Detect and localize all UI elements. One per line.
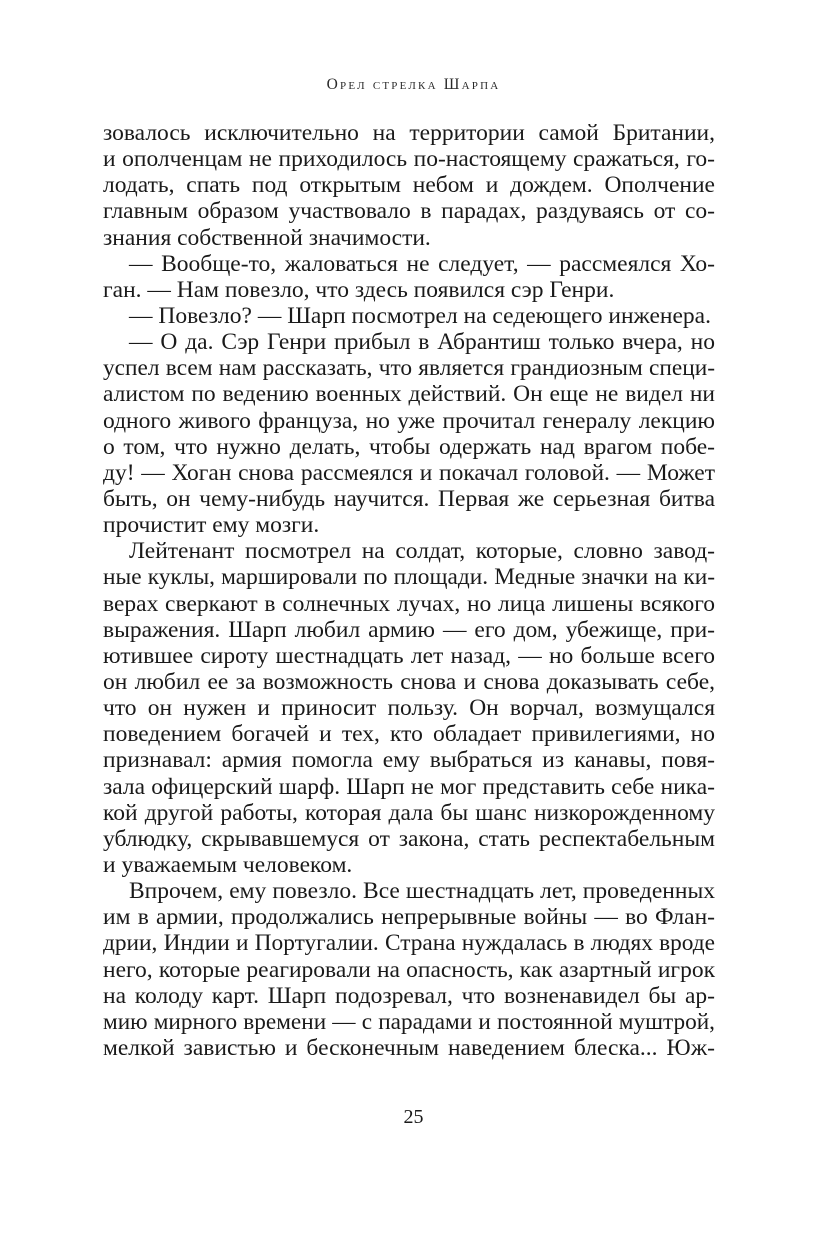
text-line: успел всем нам рассказать, что является грандиозным специ- <box>103 355 715 382</box>
paragraph <box>103 120 715 251</box>
text-line: зала офицерский шарф. Шарп не мог представить себе ника- <box>103 773 715 800</box>
text-line: Впрочем, ему повезло. Все шестнадцать лет, проведенных <box>129 878 715 905</box>
text-line: ду! — Хоган снова рассмеялся и покачал головой. — Может <box>103 459 715 486</box>
text-line: о том, что нужно делать, чтобы одержать над врагом побе- <box>103 433 715 460</box>
text-line: Лейтенант посмотрел на солдат, которые, словно завод- <box>129 538 715 565</box>
text-line: — Вообще-то, жаловаться не следует, — рассмеялся Хо- <box>129 250 715 277</box>
paragraph <box>103 878 715 1061</box>
text-line: на колоду карт. Шарп подозревал, что возненавидел бы ар- <box>103 982 715 1009</box>
text-line: лодать, спать под открытым небом и дождем. Ополчение <box>103 172 715 199</box>
text-line: — Повезло? — Шарп посмотрел на седеющего инженера. <box>129 302 711 329</box>
text-line: признавал: армия помогла ему выбраться из канавы, повя- <box>103 747 715 774</box>
text-line: поведением богачей и тех, кто обладает привилегиями, но <box>103 721 715 748</box>
text-line: и уважаемым человеком. <box>103 851 353 878</box>
text-line: что он нужен и приносит пользу. Он ворчал, возмущался <box>103 695 715 722</box>
text-line: он любил ее за возможность снова и снова доказывать себе, <box>103 668 715 695</box>
text-line: кой другой работы, которая дала бы шанс низкорожденному <box>103 799 715 826</box>
text-line: ные куклы, маршировали по площади. Медные значки на ки- <box>103 564 715 591</box>
text-line: быть, он чему-нибудь научится. Первая же серьезная битва <box>103 485 715 512</box>
page-number: 25 <box>403 1106 424 1128</box>
text-line: одного живого француза, но уже прочитал генералу лекцию <box>103 407 715 434</box>
paragraph <box>103 303 715 329</box>
text-line: ган. — Нам повезло, что здесь появился сэр Генри. <box>103 276 615 303</box>
text-line: зовалось исключительно на территории самой Британии, <box>103 120 715 146</box>
text-line: мелкой завистью и бесконечным наведением блеска... Юж- <box>103 1034 715 1061</box>
running-head: Орел стрелка Шарпа <box>326 76 501 93</box>
text-line: ютившее сироту шестнадцать лет назад, — но больше всего <box>103 642 715 669</box>
paragraph <box>103 329 715 538</box>
text-line: главным образом участвовало в парадах, раздуваясь от со- <box>103 198 715 225</box>
body-text <box>103 120 715 1061</box>
text-line: дрии, Индии и Португалии. Страна нуждалась в людях вроде <box>103 930 715 957</box>
text-line: — О да. Сэр Генри прибыл в Абрантиш только вчера, но <box>129 329 715 356</box>
text-line: ублюдку, скрывавшемуся от закона, стать респектабельным <box>103 825 715 852</box>
text-line: него, которые реагировали на опасность, как азартный игрок <box>103 956 715 983</box>
paragraph <box>103 251 715 303</box>
text-line: и ополченцам не приходилось по-настоящему сражаться, го- <box>103 146 715 173</box>
text-line: им в армии, продолжались непрерывные войны — во Флан- <box>103 904 715 931</box>
text-line: прочистит ему мозги. <box>103 512 320 539</box>
text-line: выражения. Шарп любил армию — его дом, убежище, при- <box>103 616 715 643</box>
text-line: мию мирного времени — с парадами и постоянной муштрой, <box>103 1008 715 1035</box>
text-line: знания собственной значимости. <box>103 224 431 251</box>
paragraph <box>103 538 715 878</box>
text-line: алистом по ведению военных действий. Он еще не видел ни <box>103 381 715 408</box>
text-line: верах сверкают в солнечных лучах, но лица лишены всякого <box>103 590 715 617</box>
